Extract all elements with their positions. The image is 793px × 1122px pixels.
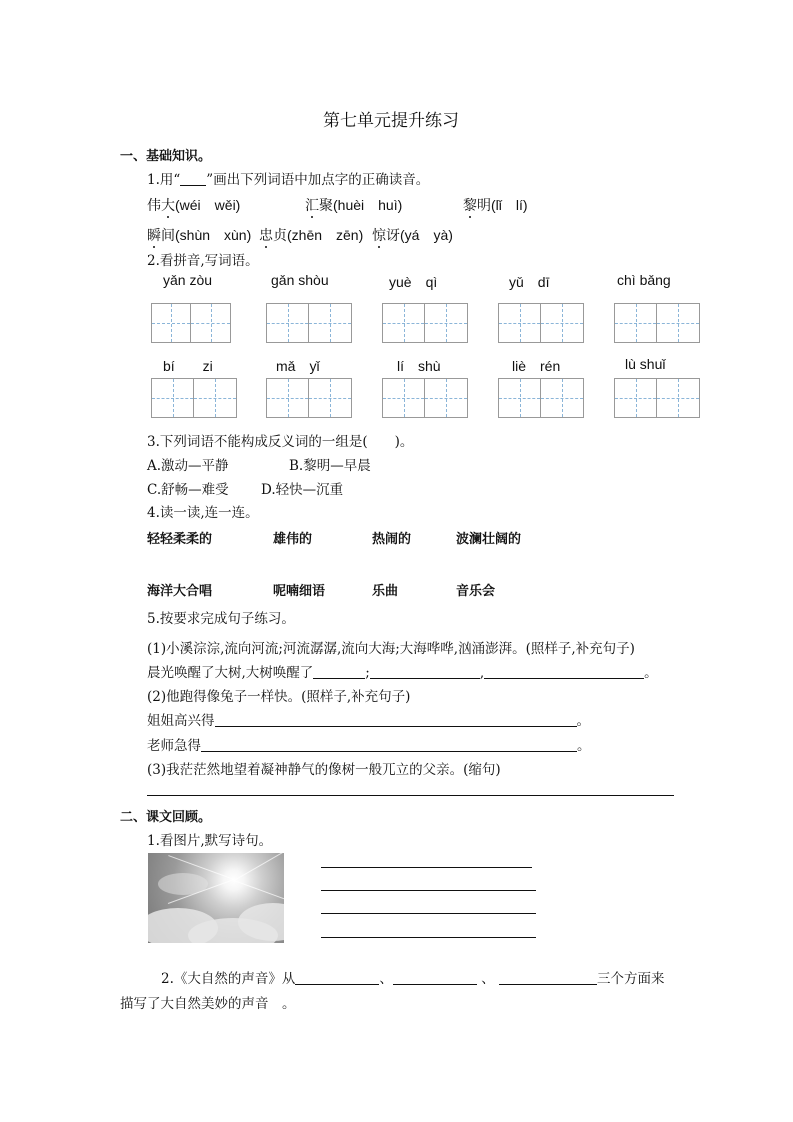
- pinyin-label: yǎn zòu: [163, 272, 213, 288]
- answer-line[interactable]: [499, 970, 597, 985]
- q5-part1: (1)小溪淙淙,流向河流;河流潺潺,流向大海;大海哗哗,汹涌澎湃。(照样子,补充句子): [147, 641, 635, 657]
- poem-line[interactable]: [321, 890, 536, 891]
- section-heading: 二、课文回顾。: [120, 810, 212, 825]
- sky-sun-image: [148, 853, 284, 943]
- writing-grid[interactable]: [382, 378, 468, 418]
- answer-line[interactable]: [147, 795, 674, 796]
- match-item-bottom[interactable]: 呢喃细语: [273, 584, 326, 599]
- writing-grid[interactable]: [614, 378, 700, 418]
- pinyin-label: yuè qì: [389, 274, 438, 290]
- q3-option-a[interactable]: A.激动—平静: [147, 458, 229, 474]
- q1-word: 汇聚(huèi huì): [305, 197, 403, 214]
- s2-q2-cont: 描写了大自然美妙的声音 。: [120, 996, 296, 1012]
- answer-line[interactable]: [313, 664, 365, 679]
- pinyin-label: yǔ dī: [509, 274, 550, 290]
- q5-part2-a: 姐姐高兴得 。: [147, 713, 590, 729]
- q1-word: 忠贞(zhēn zēn): [259, 227, 364, 244]
- pinyin-label: bí zi: [163, 358, 213, 374]
- answer-line[interactable]: [393, 970, 477, 985]
- match-item-top[interactable]: 热闹的: [372, 532, 412, 547]
- q4-instruction: 4.读一读,连一连。: [147, 505, 259, 521]
- writing-grid[interactable]: [498, 303, 584, 343]
- pinyin-label: liè rén: [512, 358, 561, 374]
- writing-grid[interactable]: [266, 378, 352, 418]
- q1-word: 伟大(wéi wěi): [147, 197, 241, 214]
- writing-grid[interactable]: [614, 303, 700, 343]
- q1-instruction: 1.用“ ”画出下列词语中加点字的正确读音。: [147, 172, 430, 188]
- q5-part2-b: 老师急得 。: [147, 738, 591, 754]
- answer-line[interactable]: [370, 664, 480, 679]
- pinyin-label: lù shuǐ: [625, 356, 666, 372]
- answer-line[interactable]: [215, 712, 577, 727]
- pinyin-label: chì bǎng: [617, 272, 671, 288]
- q5-instruction: 5.按要求完成句子练习。: [147, 611, 295, 627]
- pinyin-label: lí shù: [397, 358, 441, 374]
- s2-q1-instruction: 1.看图片,默写诗句。: [147, 833, 273, 849]
- q5-part2: (2)他跑得像兔子一样快。(照样子,补充句子): [147, 689, 411, 705]
- pinyin-label: gǎn shòu: [271, 272, 329, 288]
- match-item-bottom[interactable]: 乐曲: [372, 584, 399, 599]
- q3-question: 3.下列词语不能构成反义词的一组是( )。: [147, 434, 414, 450]
- q3-option-b[interactable]: B.黎明—早晨: [289, 458, 371, 474]
- writing-grid[interactable]: [266, 303, 352, 343]
- page-title: 第七单元提升练习: [323, 111, 459, 131]
- q1-word: 黎明(lǐ lí): [463, 197, 528, 214]
- q3-option-d[interactable]: D.轻快—沉重: [261, 482, 344, 498]
- answer-line[interactable]: [484, 664, 644, 679]
- q5-part3: (3)我茫茫然地望着凝神静气的像树一般兀立的父亲。(缩句): [147, 762, 501, 778]
- q1-word: 惊讶(yá yà): [372, 227, 453, 244]
- q3-option-c[interactable]: C.舒畅—难受: [147, 482, 229, 498]
- s2-q2: 2.《大自然的声音》从 、 、 三个方面来: [161, 971, 665, 987]
- match-item-top[interactable]: 轻轻柔柔的: [147, 532, 213, 547]
- match-item-bottom[interactable]: 音乐会: [456, 584, 496, 599]
- q5-part1-answer: 晨光唤醒了大树,大树唤醒了 ; , 。: [147, 665, 658, 681]
- poem-line[interactable]: [321, 913, 536, 914]
- writing-grid[interactable]: [151, 378, 237, 418]
- poem-line[interactable]: [321, 867, 532, 868]
- writing-grid[interactable]: [498, 378, 584, 418]
- pinyin-label: mǎ yǐ: [276, 358, 320, 374]
- poem-line[interactable]: [321, 937, 536, 938]
- match-item-top[interactable]: 雄伟的: [273, 532, 313, 547]
- q2-instruction: 2.看拼音,写词语。: [147, 253, 259, 269]
- match-item-top[interactable]: 波澜壮阔的: [456, 532, 522, 547]
- section-heading: 一、基础知识。: [120, 149, 212, 164]
- answer-line[interactable]: [295, 970, 379, 985]
- q1-word: 瞬间(shùn xùn): [147, 227, 252, 244]
- match-item-bottom[interactable]: 海洋大合唱: [147, 584, 213, 599]
- writing-grid[interactable]: [382, 303, 468, 343]
- writing-grid[interactable]: [151, 303, 231, 343]
- answer-line[interactable]: [201, 737, 577, 752]
